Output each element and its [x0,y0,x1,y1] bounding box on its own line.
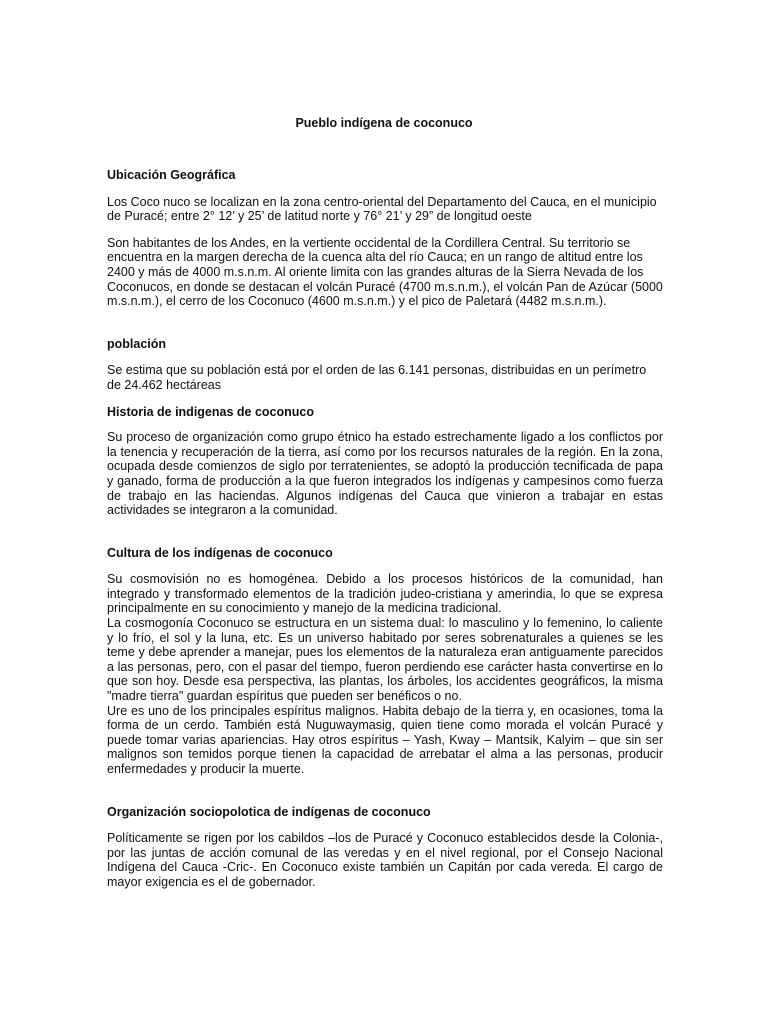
heading-organizacion: Organización sociopolotica de indígenas de coconuco [107,804,431,819]
heading-historia: Historia de indigenas de coconuco [107,404,314,419]
paragraph: Su proceso de organización como grupo étnico ha estado estrechamente ligado a los conflictos por la tenencia y recuperación de la tierra, así como por los recursos naturales de la región. En la zona, ocupada desde comienzos de siglo por terratenientes, se adoptó la producción tecnificada de papa y ganado, forma de producción a la que fueron integrados los indígenas y campesinos como fuerza de trabajo en las haciendas. Algunos indígenas del Cauca que vinieron a trabajar en estas actividades se integraron a la comunidad. [107,430,663,518]
heading-cultura: Cultura de los indígenas de coconuco [107,545,333,560]
paragraph: Su cosmovisión no es homogénea. Debido a los procesos históricos de la comunidad, han integrado y transformado elementos de la tradición judeo-cristiana y amerindia, lo que se expresa principalmente en su conocimiento y manejo de la medicina tradicional. [107,572,663,616]
document-title: Pueblo indígena de coconuco [295,116,473,130]
paragraph: Los Coco nuco se localizan en la zona centro-oriental del Departamento del Cauca, en el municipio de Puracé; entre 2° 12’ y 25’ de latitud norte y 76° 21’ y 29” de longitud oeste [107,194,657,224]
paragraph: Ure es uno de los principales espíritus malignos. Habita debajo de la tierra y, en ocasiones, toma la forma de un cerdo. También está Nuguwaymasig, quien tiene como morada el volcán Puracé y puede tomar varias apariencias. Hay otros espíritus – Yash, Kway – Mantsik, Kalyim – que sin ser malignos son temidos porque tienen la capacidad de arrebatar el alma a las personas, producir enfermedades y producir la muerte. [107,703,663,776]
paragraph: Políticamente se rigen por los cabildos –los de Puracé y Coconuco establecidos desde la Colonia-, por las juntas de acción comunal de las veredas y en el nivel regional, por el Consejo Nacional Indígena del Cauca -Cric-. En Coconuco existe también un Capitán por cada vereda. El cargo de mayor exigencia es el de gobernador. [107,831,663,889]
heading-poblacion: población [107,336,167,351]
paragraph: La cosmogonía Coconuco se estructura en un sistema dual: lo masculino y lo femenino, lo caliente y lo frío, el sol y la luna, etc. Es un universo habitado por seres sobrenaturales a quienes se les teme y debe aprender a manejar, pues los elementos de la naturaleza eran antiguamente parecidos a las personas, pero, con el pasar del tiempo, fueron perdiendo ese carácter hasta convertirse en lo que son hoy. Desde esa perspectiva, las plantas, los árboles, los accidentes geográficos, la misma "madre tierra" guardan espíritus que pueden ser benéficos o no. [107,616,663,704]
paragraph: Se estima que su población está por el orden de las 6.141 personas, distribuidas en un perímetro de 24.462 hectáreas [107,363,647,392]
paragraph: Son habitantes de los Andes, en la vertiente occidental de la Cordillera Central. Su territorio se encuentra en la margen derecha de la cuenca alta del río Cauca; en un rango de altitud entre los 2400 y más de 4000 m.s.n.m. Al oriente limita con las grandes alturas de la Sierra Nevada de los Coconucos, en donde se destacan el volcán Puracé (4700 m.s.n.m.), el volcán Pan de Azúcar (5000 m.s.n.m.), el cerro de los Coconuco (4600 m.s.n.m.) y el pico de Paletará (4482 m.s.n.m.). [107,235,663,309]
heading-ubicacion: Ubicación Geográfica [107,168,236,182]
document-body [107,168,663,890]
